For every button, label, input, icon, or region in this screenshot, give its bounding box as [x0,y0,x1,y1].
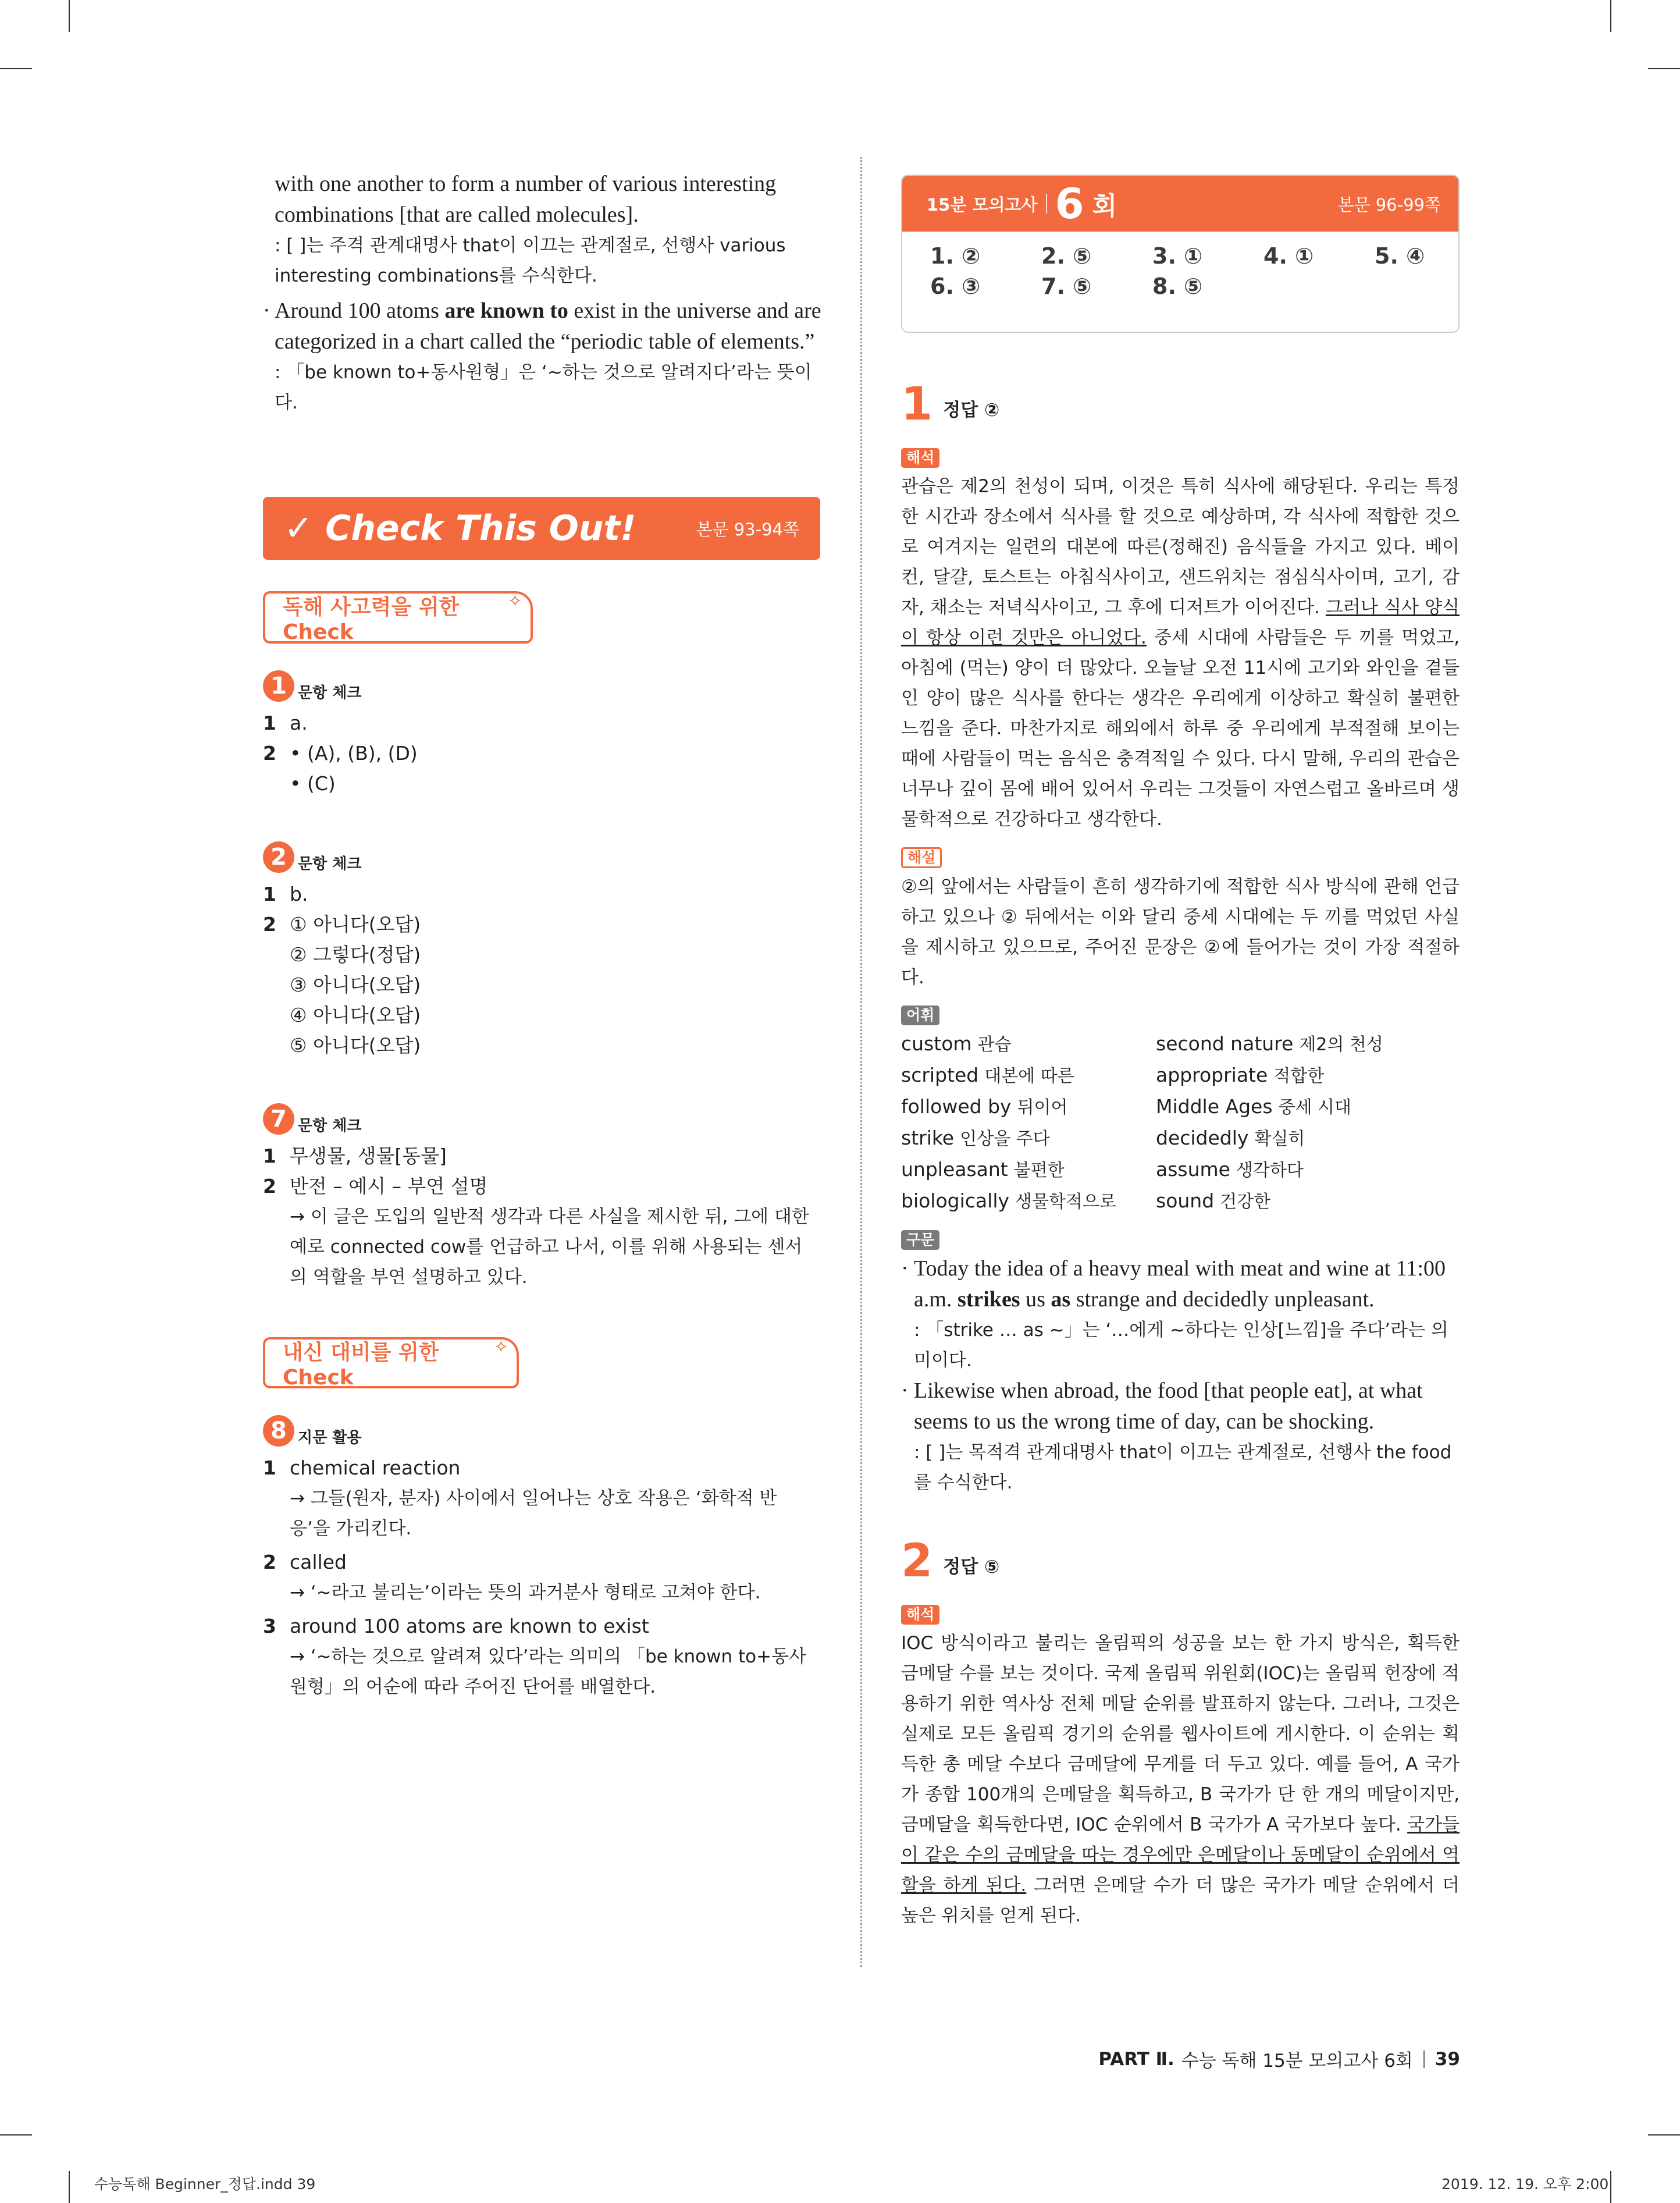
question-number-badge: 8 [263,1415,294,1447]
crop-mark [1648,2134,1680,2136]
vocab-entry [1156,1092,1458,1123]
crop-mark [69,0,70,32]
vocabulary-list [901,1029,1460,1217]
vocab-word: unpleasant [901,1158,1008,1181]
translation-tag-row [901,448,1460,468]
answer-section-1 [901,378,1460,1498]
translation-tag: 해석 [901,448,939,468]
explanation-text: ②의 앞에서는 사람들이 흔히 생각하기에 적합한 식사 방식에 관해 언급하고 있으나 ② 뒤에서는 이와 달리 중세 시대에는 두 끼를 먹었던 사실을 제시하고 있으므로, 주어진 문장은 ②에 들어가는 것이 가장 적절하다. [901,876,1460,988]
vocab-word: sound [1156,1189,1215,1212]
translation-tag: 해석 [901,1605,939,1625]
explanation-tag-row [901,847,1460,868]
column-divider [860,157,862,1967]
footer-part: PART Ⅱ. [1098,2048,1174,2070]
structure-note-2: : [ ]는 목적격 관계대명사 that이 이끄는 관계절로, 선행사 the food를 수식한다. [914,1442,1452,1493]
exam-answer: 1. ② [930,243,981,269]
exam-title: 15분 모의고사 6 회 [927,179,1117,228]
vocab-entry [1156,1154,1458,1186]
question-type-label: 지문 활용 [298,1429,362,1447]
exam-page-ref: 본문 96-99쪽 [1337,194,1441,215]
vocab-entry [901,1123,1156,1154]
structure-tag: 구문 [901,1230,939,1250]
question-type-label: 문항 체크 [298,1117,362,1135]
vocab-word: strike [901,1127,955,1149]
list-item [263,1031,821,1061]
slug-date: 2019. 12. 19. 오후 2:00 [1441,2176,1609,2193]
vocab-tag-row [901,1005,1460,1025]
question-header [263,840,821,873]
section-header [901,1535,1460,1587]
vocab-word: Middle Ages [1156,1095,1273,1118]
question-7-block [263,1102,821,1292]
list-item: 2 called [263,1551,347,1573]
structure-sentence-1: · Today the idea of a heavy meal with meat and wine at 11:00 a.m. strikes us as strange and decidedly unpleasant. [901,1253,1460,1315]
correct-answer: 정답 ⑤ [943,1557,1000,1577]
exam-answer: 3. ① [1152,243,1203,269]
question-8-block [263,1414,821,1702]
vocab-entry [901,1060,1156,1092]
list-item [263,970,821,1000]
vocab-word: assume [1156,1158,1230,1181]
crop-mark [69,2171,70,2203]
section-number: 1 [901,378,933,431]
vocab-tag: 어휘 [901,1005,939,1025]
explanation-tag: 해설 [901,847,942,868]
title-separator [1046,194,1047,214]
list-item-number [263,1031,290,1061]
list-item-number: 2 [263,913,276,936]
vocab-meaning: 건강한 [1220,1192,1271,1212]
exam-answer: 7. ⑤ [1041,273,1092,299]
question-number-badge: 1 [263,670,294,702]
vocab-meaning: 관습 [977,1035,1012,1055]
list-item-number [263,769,290,799]
list-item-text: ② 그렇다(정답) [290,943,421,966]
list-item-detail: → 이 글은 도입의 일반적 생각과 다른 사실을 제시한 뒤, 그에 대한 예로 connected cow를 언급하고 나서, 이를 위해 사용되는 센서의 역할을 부연 설명하고 있다. [290,1206,809,1288]
bullet: · [901,1378,909,1403]
list-item-text: a. [290,712,308,734]
intro-english-2: · Around 100 atoms are known to exist in the universe and are categorized in a chart called the “periodic table of elements.” [263,296,821,357]
section-number: 2 [901,1535,933,1587]
translation-tag-row [901,1605,1460,1625]
vocab-meaning: 뒤이어 [1017,1097,1068,1118]
answer-section-2 [901,1535,1460,1931]
list-item: 1 chemical reaction [263,1456,461,1479]
intro-english-1: with one another to form a number of various interesting combinations [that are called molecules]. [275,172,777,227]
crop-mark [0,68,32,69]
list-item-detail: → ‘~라고 불리는’이라는 뜻의 과거분사 형태로 고쳐야 한다. [290,1582,761,1603]
exam-box-header [902,176,1458,232]
list-item [263,738,821,769]
answer-list [263,1453,821,1702]
vocab-word: appropriate [1156,1064,1268,1086]
list-item-text: • (A), (B), (D) [290,742,418,765]
list-item [263,769,821,799]
exam-answer-box [901,175,1460,333]
list-item: 3 around 100 atoms are known to exist [263,1615,649,1637]
list-item-text: b. [290,883,308,905]
banner-page-ref: 본문 93-94쪽 [696,519,799,539]
list-item-text: • (C) [290,772,336,795]
list-item-number: 1 [263,883,276,905]
footer-separator [1423,2051,1425,2068]
crop-mark [1610,2171,1611,2203]
list-item-number [263,970,290,1000]
vocab-meaning: 인상을 주다 [960,1129,1050,1149]
question-1-block [263,669,821,799]
structure-tag-row [901,1230,1460,1250]
list-item [263,708,821,738]
vocab-entry [1156,1060,1458,1092]
footer-title: 수능 독해 15분 모의고사 6회 [1181,2051,1413,2071]
check-label-exam: 내신 대비를 위한 Check ✧ [263,1337,519,1388]
vocab-entry [901,1154,1156,1186]
page-footer [1098,2046,1460,2072]
structure-sentence-2: · Likewise when abroad, the food [that people eat], at what seems to us the wrong time of day, can be shocking. [901,1376,1460,1437]
exam-answer: 4. ① [1263,243,1314,269]
translation-text: IOC 방식이라고 불리는 올림픽의 성공을 보는 한 가지 방식은, 획득한 금메달 수를 보는 것이다. 국제 올림픽 위원회(IOC)는 올림픽 헌장에 적용하기 위한 역사상 전체 메달 순위를 발표하지 않는다. 그러나, 그것은 실제로 모든 올림픽 경기의 순위를 웹사이트에 게시한다. 이 순위는 획득한 총 메달 수보다 금메달에 무게를 더 두고 있다. 예를 들어, A 국가가 종합 100개의 은메달을 획득하고, B 국가가 단 한 개의 메달이지만, 금메달을 획득한다면, IOC 순위에서 B 국가가 A 국가보다 높다. 국가들이 같은 수의 금메달을 따는 경우에만 은메달이나 동메달이 순위에서 역할을 하게 된다. 그러면 은메달 수가 더 많은 국가가 메달 순위에서 더 높은 위치를 얻게 된다. [901,1633,1460,1926]
vocab-meaning: 생물학적으로 [1015,1192,1116,1212]
question-number-badge: 7 [263,1103,294,1135]
check-this-out-banner [263,497,820,560]
bullet: · [263,299,270,323]
vocab-word: followed by [901,1095,1012,1118]
vocab-meaning: 제2의 천성 [1299,1035,1383,1055]
list-item [263,879,821,909]
vocab-entry [901,1186,1156,1217]
crop-mark [0,2134,32,2136]
vocab-word: biologically [901,1189,1010,1212]
slug-file: 수능독해 Beginner_정답.indd 39 [94,2176,316,2193]
structure-note-1: : 「strike … as ~」는 ‘…에게 ~하다는 인상[느낌]을 주다’라는 의미이다. [914,1320,1448,1371]
list-item-detail: → ‘~하는 것으로 알려져 있다’라는 의미의 「be known to+동사원형」의 어순에 따라 주어진 단어를 배열한다. [290,1646,806,1697]
list-item-text: ⑤ 아니다(오답) [290,1034,421,1057]
translation-text: 관습은 제2의 천성이 되며, 이것은 특히 식사에 해당된다. 우리는 특정한 시간과 장소에서 식사를 할 것으로 예상하며, 각 식사에 적합한 것으로 여겨지는 일련의 대본에 따른(정해진) 음식들을 가지고 있다. 베이컨, 달걀, 토스트는 아침식사이고, 샌드위치는 점심식사이며, 고기, 감자, 채소는 저녁식사이고, 그 후에 디저트가 이어진다. 그러나 식사 양식이 항상 이런 것만은 아니었다. 중세 시대에 사람들은 두 끼를 먹었고, 아침에 (먹는) 양이 더 많았다. 오늘날 오전 11시에 고기와 와인을 곁들인 양이 많은 식사를 한다는 생각은 우리에게 이상하고 확실히 불편한 느낌을 준다. 마찬가지로 해외에서 하루 중 우리에게 부적절해 보이는 때에 사람들이 먹는 음식은 충격적일 수 있다. 다시 말해, 우리의 관습은 너무나 깊이 몸에 배어 있어서 우리는 그것들이 자연스럽고 올바르며 생물학적으로 건강하다고 생각한다. [901,476,1460,830]
vocab-meaning: 확실히 [1254,1129,1305,1149]
list-item-detail: → 그들(원자, 분자) 사이에서 일어나는 상호 작용은 ‘화학적 반응’을 가리킨다. [290,1488,777,1539]
list-item-text: ③ 아니다(오답) [290,973,421,996]
vocab-meaning: 적합한 [1273,1066,1325,1086]
vocab-word: custom [901,1032,972,1055]
section-header [901,378,1460,431]
list-item [263,940,821,970]
question-header [263,1102,821,1135]
answer-list [263,879,821,1061]
question-header [263,669,821,702]
banner-title: ✓ Check This Out! [284,508,636,549]
exam-answer: 6. ③ [930,273,981,299]
list-item [263,1000,821,1031]
answer-list [263,708,821,799]
crop-mark [1648,68,1680,69]
vocab-word: decidedly [1156,1127,1249,1149]
list-item: 2 반전 – 예시 – 부연 설명 [263,1175,488,1198]
exam-answer: 5. ④ [1375,243,1425,269]
vocab-entry [1156,1186,1458,1217]
question-header [263,1414,821,1447]
vocab-entry [1156,1029,1458,1060]
exam-answer: 2. ⑤ [1041,243,1092,269]
left-intro [263,169,821,418]
vocab-entry [901,1029,1156,1060]
sparkle-icon: ✧ [507,591,522,612]
list-item [263,909,821,940]
vocab-entry [901,1092,1156,1123]
exam-answer: 8. ⑤ [1152,273,1203,299]
vocab-meaning: 생각하다 [1236,1160,1304,1181]
vocab-meaning: 불편한 [1013,1160,1065,1181]
crop-mark [1610,0,1611,32]
list-item-number: 1 [263,712,276,734]
question-number-badge: 2 [263,841,294,873]
list-item-number [263,1000,290,1031]
vocab-word: scripted [901,1064,979,1086]
vocab-word: second nature [1156,1032,1294,1055]
intro-korean-2: : 「be known to+동사원형」은 ‘~하는 것으로 알려지다’라는 뜻이다. [275,362,812,413]
bullet: · [901,1256,909,1281]
answer-list [263,1141,821,1292]
list-item-number: 2 [263,742,276,765]
intro-korean-1: : [ ]는 주격 관계대명사 that이 이끄는 관계절로, 선행사 various interesting combinations를 수식한다. [275,235,786,286]
answer-grid [902,232,1458,299]
list-item-text: ④ 아니다(오답) [290,1004,421,1026]
list-item-text: ① 아니다(오답) [290,913,421,936]
list-item-number [263,940,290,970]
list-item: 1 무생물, 생물[동물] [263,1145,447,1167]
vocab-meaning: 대본에 따른 [984,1066,1074,1086]
page-number: 39 [1435,2048,1460,2070]
question-type-label: 문항 체크 [298,684,362,702]
correct-answer: 정답 ② [943,400,1000,421]
question-2-block [263,840,821,1061]
sparkle-icon: ✧ [493,1337,508,1358]
vocab-meaning: 중세 시대 [1278,1097,1351,1118]
check-label-reading: 독해 사고력을 위한 Check ✧ [263,591,533,644]
vocab-entry [1156,1123,1458,1154]
question-type-label: 문항 체크 [298,855,362,873]
